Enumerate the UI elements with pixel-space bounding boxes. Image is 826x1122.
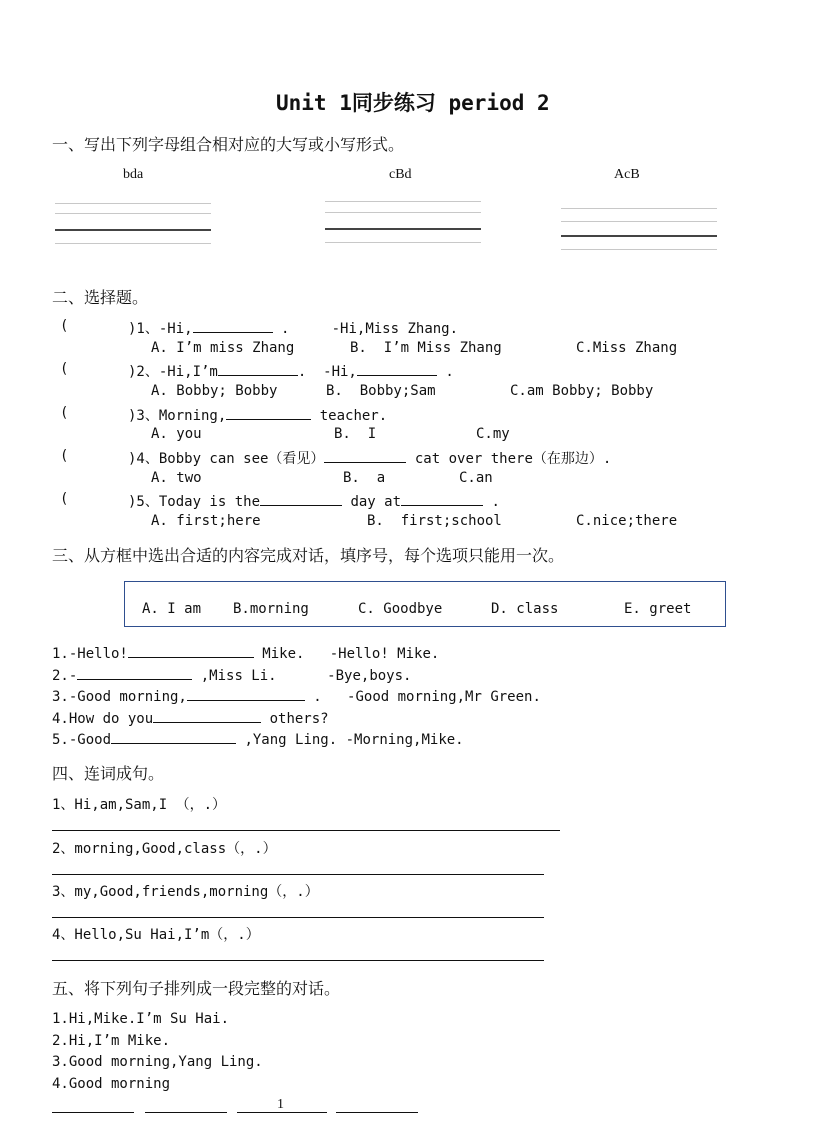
option-a: A. I am [142, 601, 202, 617]
option-b: B.morning [233, 601, 309, 617]
answer-blank[interactable] [401, 491, 483, 506]
q4-option-b[interactable]: B. a [343, 470, 386, 486]
dialogue-line-4: 4.How do you others? [52, 708, 329, 727]
answer-paren: ( [60, 318, 69, 334]
section2-heading: 二、选择题。 [52, 288, 149, 307]
letter-group-3: AcB [614, 167, 640, 182]
scrambled-sentence-2: 2、morning,Good,class（，.） [52, 841, 277, 857]
answer-line[interactable] [52, 960, 544, 961]
answer-paren: ( [60, 491, 69, 507]
page-number: 1 [277, 1097, 284, 1112]
section1-heading: 一、写出下列字母组合相对应的大写或小写形式。 [52, 135, 405, 154]
q3-option-b[interactable]: B. I [334, 426, 377, 442]
section3-heading: 三、从方框中选出合适的内容完成对话，填序号，每个选项只能用一次。 [52, 546, 565, 565]
answer-blank[interactable] [218, 361, 298, 376]
answer-paren: ( [60, 448, 69, 464]
order-blank-2[interactable] [145, 1112, 227, 1113]
answer-paren: ( [60, 405, 69, 421]
answer-blank[interactable] [260, 491, 342, 506]
answer-blank[interactable] [187, 686, 305, 701]
answer-blank[interactable] [77, 665, 192, 680]
answer-blank[interactable] [324, 448, 406, 463]
q1-option-b[interactable]: B. I’m Miss Zhang [350, 340, 502, 356]
dialogue-line-2: 2.- ,Miss Li. -Bye,boys. [52, 665, 411, 684]
scrambled-sentence-1: 1、Hi,am,Sam,I （，.） [52, 797, 227, 813]
sentence-1: 1.Hi,Mike.I’m Su Hai. [52, 1011, 230, 1027]
order-blank-1[interactable] [52, 1112, 134, 1113]
answer-blank[interactable] [153, 708, 261, 723]
page-title: Unit 1同步练习 period 2 [276, 91, 550, 115]
q1-option-a[interactable]: A. I’m miss Zhang [151, 340, 295, 356]
answer-blank[interactable] [357, 361, 437, 376]
answer-line[interactable] [52, 830, 560, 831]
option-e: E. greet [624, 601, 692, 617]
question-3: )3、Morning, teacher. [128, 405, 387, 425]
dialogue-line-3: 3.-Good morning, . -Good morning,Mr Green. [52, 686, 541, 705]
letter-group-1: bda [123, 167, 144, 182]
question-4: )4、Bobby can see（看见） cat over there（在那边）. [128, 448, 611, 468]
q5-option-b[interactable]: B. first;school [367, 513, 502, 529]
answer-blank[interactable] [128, 643, 254, 658]
options-box [124, 581, 726, 627]
answer-line[interactable] [52, 874, 544, 875]
dialogue-line-5: 5.-Good ,Yang Ling. -Morning,Mike. [52, 729, 464, 748]
q5-option-a[interactable]: A. first;here [151, 513, 261, 529]
dialogue-line-1: 1.-Hello! Mike. -Hello! Mike. [52, 643, 439, 662]
answer-blank[interactable] [111, 729, 236, 744]
letter-group-2: cBd [389, 167, 412, 182]
q4-option-c[interactable]: C.an [459, 470, 493, 486]
answer-blank[interactable] [226, 405, 311, 420]
option-c: C. Goodbye [358, 601, 443, 617]
question-1: )1、-Hi, . -Hi,Miss Zhang. [128, 318, 458, 338]
question-2: )2、-Hi,I’m . -Hi, . [128, 361, 454, 381]
answer-paren: ( [60, 361, 69, 377]
q1-option-c[interactable]: C.Miss Zhang [576, 340, 678, 356]
section4-heading: 四、连词成句。 [52, 764, 165, 783]
answer-line[interactable] [52, 917, 544, 918]
answer-blank[interactable] [193, 318, 273, 333]
question-5: )5、Today is the day at . [128, 491, 500, 511]
q3-option-c[interactable]: C.my [476, 426, 510, 442]
order-blank-4[interactable] [336, 1112, 418, 1113]
scrambled-sentence-3: 3、my,Good,friends,morning（，.） [52, 884, 319, 900]
q3-option-a[interactable]: A. you [151, 426, 202, 442]
q5-option-c[interactable]: C.nice;there [576, 513, 678, 529]
scrambled-sentence-4: 4、Hello,Su Hai,I’m（，.） [52, 927, 260, 943]
sentence-3: 3.Good morning,Yang Ling. [52, 1054, 263, 1070]
sentence-4: 4.Good morning [52, 1076, 171, 1092]
section5-heading: 五、将下列句子排列成一段完整的对话。 [52, 979, 341, 998]
q2-option-b[interactable]: B. Bobby;Sam [326, 383, 436, 399]
q4-option-a[interactable]: A. two [151, 470, 202, 486]
q2-option-a[interactable]: A. Bobby; Bobby [151, 383, 278, 399]
option-d: D. class [491, 601, 559, 617]
q2-option-c[interactable]: C.am Bobby; Bobby [510, 383, 654, 399]
sentence-2: 2.Hi,I’m Mike. [52, 1033, 171, 1049]
